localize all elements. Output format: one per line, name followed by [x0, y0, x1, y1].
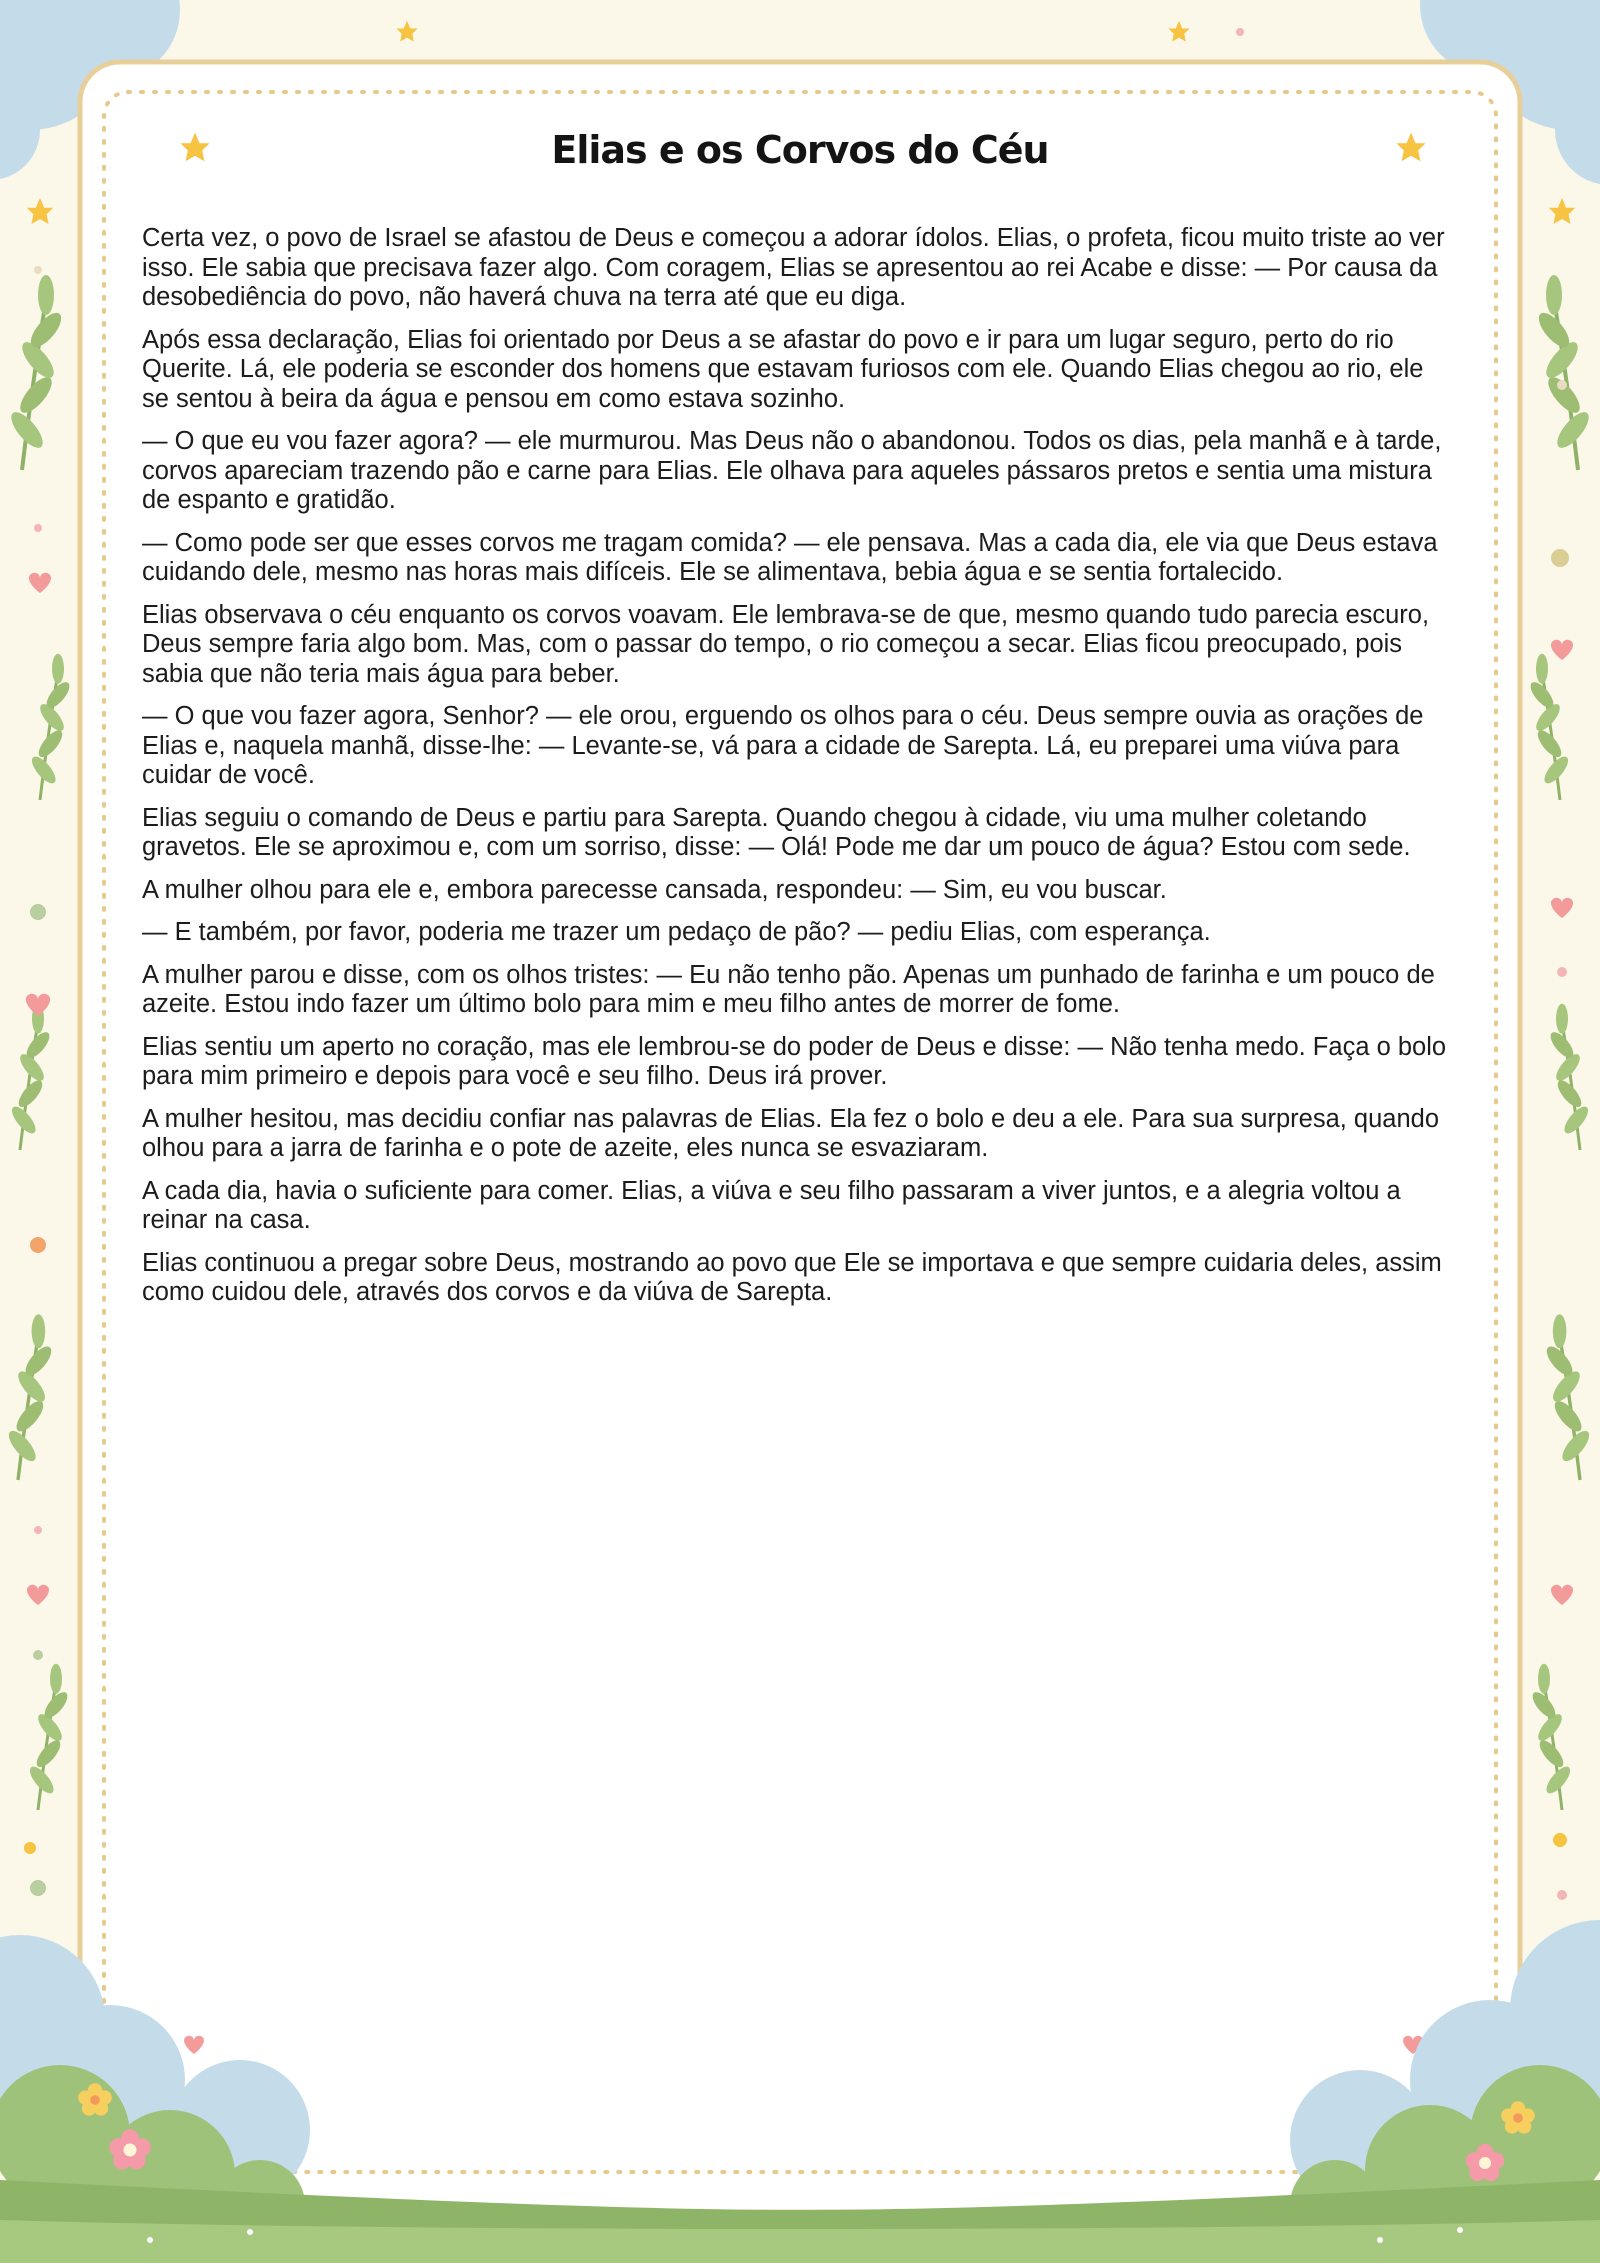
story-paragraph: A mulher parou e disse, com os olhos tristes: — Eu não tenho pão. Apenas um punhado de farinha e um pouco de azeite. Estou indo fazer um último bolo para mim e meu filho antes de morrer de fome. [142, 960, 1435, 1018]
story-sheet [108, 88, 1492, 2178]
story-paragraph: — O que eu vou fazer agora? — ele murmurou. Mas Deus não o abandonou. Todos os dias, pela manhã e à tarde, corvos apareciam trazendo pão e carne para Elias. Ele olhava para aqueles pássaros pretos e sentia uma mistura de espanto e gratidão. [142, 427, 1442, 514]
story-paragraph: — Como pode ser que esses corvos me tragam comida? — ele pensava. Mas a cada dia, ele via que Deus estava cuidando dele, mesmo nas horas mais difíceis. Ele se alimentava, bebia água e se sentia fortalecido. [142, 528, 1438, 586]
story-paragraph: — O que vou fazer agora, Senhor? — ele orou, erguendo os olhos para o céu. Deus sempre ouvia as orações de Elias e, naquela manhã, disse-lhe: — Levante-se, vá para a cidade de Sarepta. Lá, eu preparei uma viúva para cuidar de você. [142, 702, 1424, 789]
story-paragraph: A cada dia, havia o suficiente para comer. Elias, a viúva e seu filho passaram a viver juntos, e a alegria voltou a reinar na casa. [142, 1176, 1401, 1234]
story-paragraph: Elias continuou a pregar sobre Deus, mostrando ao povo que Ele se importava e que sempre cuidaria deles, assim como cuidou dele, através dos corvos e da viúva de Sarepta. [142, 1248, 1442, 1306]
page-title: Elias e os Corvos do Céu [551, 128, 1049, 172]
story-paragraph: Elias sentiu um aperto no coração, mas ele lembrou-se do poder de Deus e disse: — Não tenha medo. Faça o bolo para mim primeiro e depois para você e seu filho. Deus irá prover. [142, 1032, 1447, 1090]
story-paragraph: Certa vez, o povo de Israel se afastou de Deus e começou a adorar ídolos. Elias, o profeta, ficou muito triste ao ver isso. Ele sabia que precisava fazer algo. Com coragem, Elias se apresentou ao rei Acabe e disse: — Por causa da desobediência do povo, não haverá chuva na terra até que eu diga. [142, 224, 1445, 311]
story-paragraph: Após essa declaração, Elias foi orientado por Deus a se afastar do povo e ir para um lugar seguro, perto do rio Querite. Lá, ele poderia se esconder dos homens que estavam furiosos com ele. Quando Elias chegou ao rio, ele se sentou à beira da água e pensou em como estava sozinho. [142, 325, 1424, 413]
story-paragraph: Elias seguiu o comando de Deus e partiu para Sarepta. Quando chegou à cidade, viu uma mulher coletando gravetos. Ele se aproximou e, com um sorriso, disse: — Olá! Pode me dar um pouco de água? Estou com sede. [142, 803, 1411, 861]
story-body [142, 224, 1452, 1321]
story-paragraph: A mulher hesitou, mas decidiu confiar nas palavras de Elias. Ela fez o bolo e deu a ele. Para sua surpresa, quando olhou para a jarra de farinha e o pote de azeite, eles nunca se esvaziaram. [142, 1104, 1440, 1162]
story-paragraph: Elias observava o céu enquanto os corvos voavam. Ele lembrava-se de que, mesmo quando tudo parecia escuro, Deus sempre faria algo bom. Mas, com o passar do tempo, o rio começou a secar. Elias ficou preocupado, pois sabia que não teria mais água para beber. [142, 600, 1430, 688]
story-paragraph: A mulher olhou para ele e, embora parecesse cansada, respondeu: — Sim, eu vou buscar. [142, 875, 1167, 904]
story-paragraph: — E também, por favor, poderia me trazer um pedaço de pão? — pediu Elias, com esperança. [142, 918, 1211, 946]
